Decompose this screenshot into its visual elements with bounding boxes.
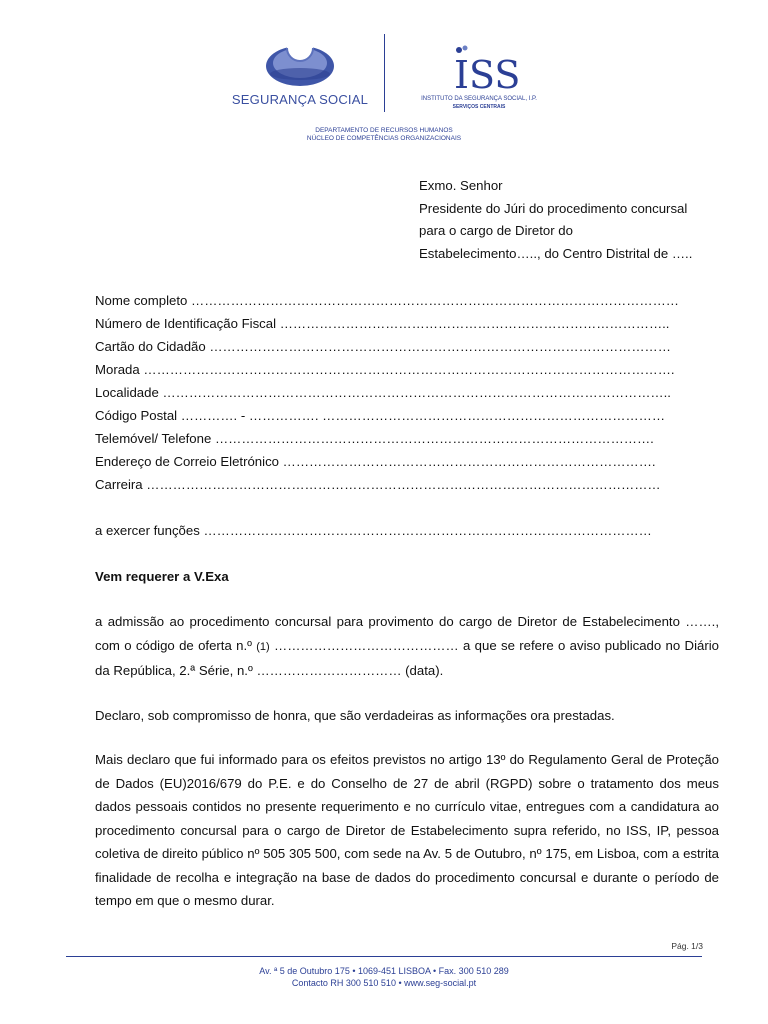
field-localidade: Localidade …………………………………………………………………………………………………….. — [95, 385, 671, 400]
field-carreira: Carreira ……………………………………………………………………………………………………… — [95, 477, 661, 492]
seguranca-social-emblem-icon — [230, 30, 370, 94]
iss-logo-letters: ISS — [454, 53, 521, 94]
footer-divider — [66, 956, 702, 957]
paragraph-admission-text-1: a admissão ao procedimento concursal para provimento do cargo de Diretor de Estabelecimento ……., com o código de oferta n.º — [95, 614, 719, 653]
footer-address: Av. ª 5 de Outubro 175 • 1069-451 LISBOA • Fax. 300 510 289 — [259, 966, 509, 976]
field-exercer-funcoes: a exercer funções ………………………………………………………………………………………… — [95, 523, 652, 538]
paragraph-admission — [95, 610, 719, 683]
department-heading — [230, 127, 538, 143]
addressee-block — [419, 175, 692, 265]
department-line-2: NÚCLEO DE COMPETÊNCIAS ORGANIZACIONAIS — [306, 135, 462, 142]
footnote-reference: (1) — [256, 640, 270, 653]
addressee-line-4: Estabelecimento….., do Centro Distrital de ….. — [419, 245, 693, 261]
footer — [66, 965, 702, 989]
field-codigo-postal: Código Postal …………. - ……………. …………………………………………………………………… — [95, 408, 666, 423]
iss-logo — [414, 44, 544, 116]
applicant-fields — [95, 289, 715, 496]
field-telefone: Telemóvel/ Telefone ………………………………………………………………………………………. — [95, 431, 654, 446]
field-nif: Número de Identificação Fiscal …………………………………………………………………………….. — [95, 316, 670, 331]
addressee-line-2: Presidente do Júri do procedimento concursal — [419, 200, 688, 216]
request-heading: Vem requerer a V.Exa — [95, 569, 229, 584]
iss-logo-subtitle-2: SERVIÇOS CENTRAIS — [452, 104, 506, 110]
addressee-line-1: Exmo. Senhor — [419, 178, 503, 193]
header-divider — [384, 34, 385, 112]
field-morada: Morada …………………………………………………………………………………………………………. — [95, 362, 675, 377]
field-nome-completo: Nome completo ………………………………………………………………………………………………… — [95, 293, 679, 308]
department-line-1: DEPARTAMENTO DE RECURSOS HUMANOS — [315, 127, 453, 134]
paragraph-declaration: Declaro, sob compromisso de honra, que são verdadeiras as informações ora prestadas. — [95, 708, 615, 723]
iss-logo-subtitle: INSTITUTO DA SEGURANÇA SOCIAL, I.P. — [421, 96, 537, 102]
field-cartao-cidadao: Cartão do Cidadão …………………………………………………………………………………………… — [95, 339, 671, 354]
field-email: Endereço de Correio Eletrónico …………………………………………………………………………. — [95, 454, 656, 469]
paragraph-rgpd: Mais declaro que fui informado para os efeitos previstos no artigo 13º do Regulamento Geral de Proteção de Dados (EU)2016/679 do P.E. e do Conselho de 27 de abril (RGPD) sobre o tratamento dos meus dados pessoais contidos no presente requerimento e no currículo vitae, entregues com a candidatura ao procedimento concursal para o cargo de Diretor de Estabelecimento supra referido, no ISS, IP, pessoa coletiva de direito público nº 505 305 500, com sede na Av. 5 de Outubro, nº 175, em Lisboa, com a estrita finalidade de recolha e integração na base de dados do procedimento concursal e durante o período de tempo em que o mesmo durar. — [95, 752, 719, 908]
addressee-line-3: para o cargo de Diretor do — [419, 223, 573, 238]
iss-logo-icon — [414, 44, 544, 94]
footer-contact: Contacto RH 300 510 510 • www.seg-social.pt — [291, 978, 477, 988]
page-number: Pág. 1/3 — [671, 941, 703, 951]
seguranca-social-logo — [230, 30, 370, 116]
paragraph-admission-text-2: …………………………………… a que se refere o aviso publicado no Diário da República, 2.ª Série, n.º …………………………… (data). — [95, 637, 719, 678]
seguranca-social-logo-text: SEGURANÇA SOCIAL — [231, 92, 369, 107]
